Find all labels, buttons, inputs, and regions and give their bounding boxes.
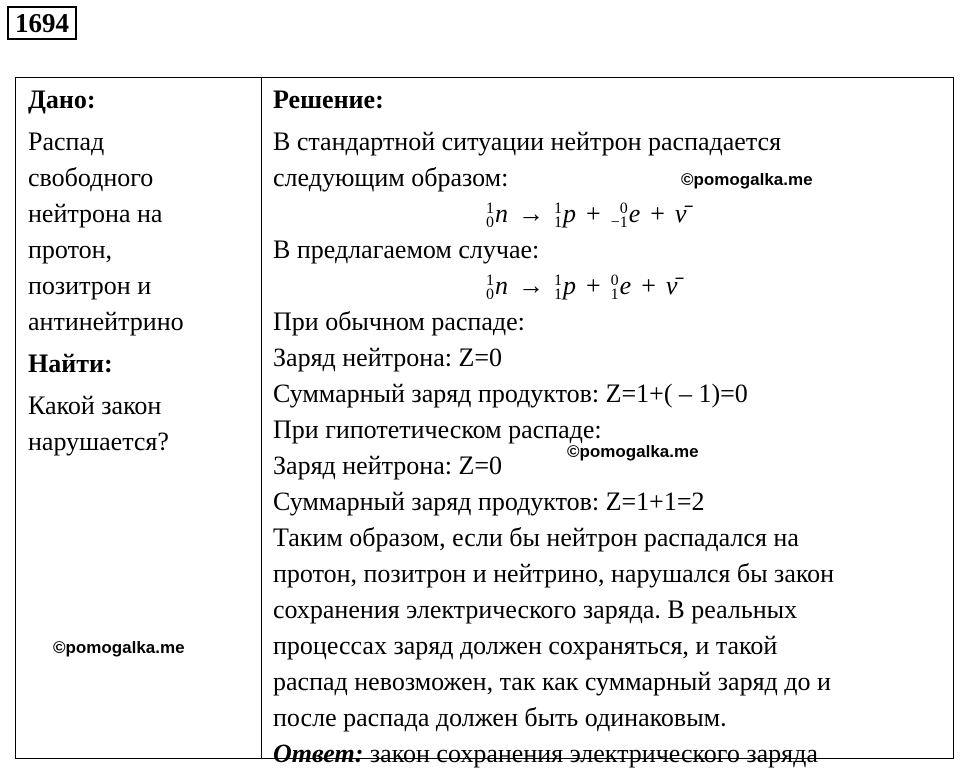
solution-line: Заряд нейтрона: Z=0 [273,343,503,372]
find-line: нарушается? [28,427,169,456]
solution-line: Заряд нейтрона: Z=0 [273,451,503,480]
conclusion-line: распад невозможен, так как суммарный заряд до и [273,667,831,696]
conclusion-line: процессах заряд должен сохраняться, и такой [273,631,778,660]
solution-line: При гипотетическом распаде: [273,415,602,444]
solution-line: Суммарный заряд продуктов: Z=1+( – 1)=0 [273,379,748,408]
answer-line [273,736,943,772]
watermark: ©pomogalka.me [53,638,185,657]
standard-decay-equation: 1 0 n → 1 1 p + 0 −1 e + ν̄ [486,199,687,232]
problem-number: 1694 [7,6,77,40]
watermark: ©pomogalka.me [681,170,813,189]
solution-line: В стандартной ситуации нейтрон распадается [273,127,782,156]
column-divider [261,78,262,758]
given-line: свободного [28,163,154,192]
given-line: антинейтрино [28,307,184,336]
solution-line: Суммарный заряд продуктов: Z=1+1=2 [273,487,705,516]
solution-line: При обычном распаде: [273,307,525,336]
answer-label: Ответ: [273,739,364,768]
given-line: протон, [28,235,113,264]
watermark: ©pomogalka.me [567,442,699,461]
find-label: Найти: [28,349,113,378]
given-column [28,82,253,460]
solution-line: В предлагаемом случае: [273,235,540,264]
given-line: позитрон и [28,271,152,300]
conclusion-line: после распада должен быть одинаковым. [273,703,727,732]
solution-line: следующим образом: [273,163,509,192]
conclusion-line: сохранения электрического заряда. В реальных [273,595,798,624]
find-line: Какой закон [28,391,162,420]
given-label: Дано: [28,85,96,114]
proposed-decay-equation: 1 0 n → 1 1 p + 0 1 e + ν̄ [486,271,678,304]
conclusion-line: Таким образом, если бы нейтрон распадался на [273,523,799,552]
solution-label: Решение: [273,85,384,114]
solution-column [273,82,943,772]
given-line: Распад [28,127,105,156]
conclusion-line: протон, позитрон и нейтрино, нарушался бы закон [273,559,835,588]
answer-text: закон сохранения электрического заряда [363,739,818,768]
given-line: нейтрона на [28,199,163,228]
